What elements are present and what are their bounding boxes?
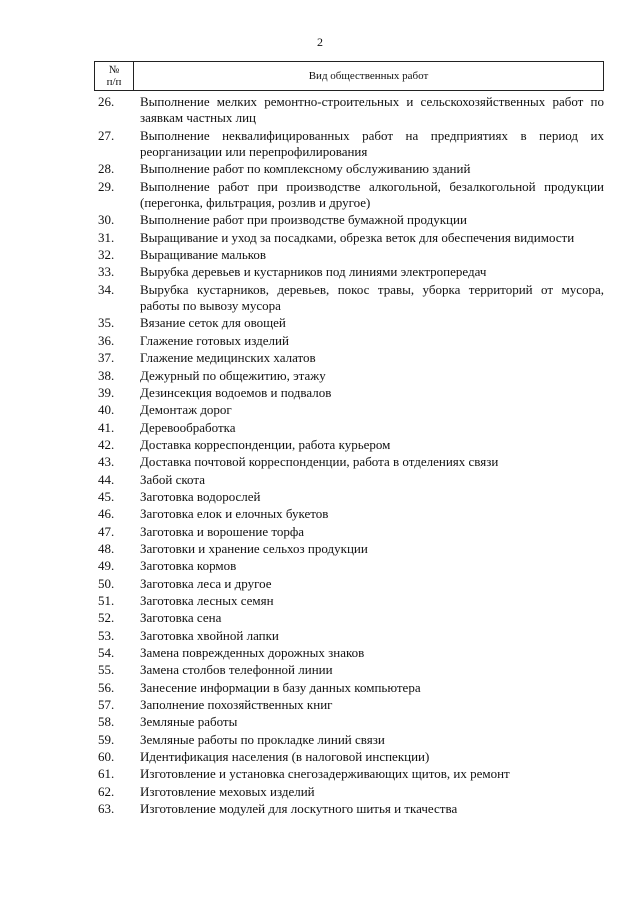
item-text: Заготовка водорослей [140, 488, 261, 504]
item-number: 51. [98, 592, 115, 608]
work-list [94, 94, 604, 818]
item-number: 62. [98, 783, 115, 799]
list-item [94, 576, 604, 593]
item-text: Заготовки и хранение сельхоз продукции [140, 540, 368, 556]
list-item [94, 437, 604, 454]
list-item [94, 333, 604, 350]
item-number: 44. [98, 471, 115, 487]
list-item [94, 697, 604, 714]
item-number: 57. [98, 697, 115, 713]
item-text: Земляные работы по прокладке линий связи [140, 731, 385, 747]
item-text: Глажение готовых изделий [140, 332, 289, 348]
list-item [94, 179, 604, 213]
list-item [94, 230, 604, 247]
item-text: Заготовка леса и другое [140, 575, 272, 591]
list-item [94, 645, 604, 662]
item-number: 30. [98, 212, 115, 228]
item-text: Заготовка лесных семян [140, 592, 274, 608]
item-text: Заготовка сена [140, 610, 222, 626]
item-number: 31. [98, 229, 115, 245]
item-text: Выполнение мелких ремонтно-строительных и сельскохозяйственных работ по заявкам частных лиц [140, 94, 604, 126]
page-number: 2 [317, 35, 323, 49]
item-text: Заполнение похозяйственных книг [140, 697, 333, 713]
item-number: 34. [98, 281, 115, 297]
item-number: 36. [98, 332, 115, 348]
list-item [94, 472, 604, 489]
list-item [94, 732, 604, 749]
item-text: Занесение информации в базу данных компьютера [140, 679, 421, 695]
item-text: Выращивание и уход за посадками, обрезка веток для обеспечения видимости [140, 229, 575, 245]
list-item [94, 506, 604, 523]
item-number: 56. [98, 679, 115, 695]
item-number: 29. [98, 178, 115, 194]
list-item [94, 94, 604, 128]
item-number: 32. [98, 247, 115, 263]
list-item [94, 680, 604, 697]
item-text: Изготовление модулей для лоскутного шитья и ткачества [140, 801, 458, 817]
item-number: 47. [98, 523, 115, 539]
item-number: 33. [98, 264, 115, 280]
list-item [94, 524, 604, 541]
column-header-number-line1: № [108, 64, 120, 76]
list-item [94, 489, 604, 506]
list-item [94, 247, 604, 264]
item-text: Идентификация населения (в налоговой инспекции) [140, 749, 430, 765]
item-number: 27. [98, 127, 115, 143]
item-text: Деревообработка [140, 419, 236, 435]
item-text: Выполнение неквалифицированных работ на предприятиях в период их реорганизации или перепрофилирования [140, 127, 604, 160]
item-number: 55. [98, 662, 115, 678]
list-item [94, 628, 604, 645]
item-text: Демонтаж дорог [140, 402, 232, 418]
item-number: 45. [98, 488, 115, 504]
item-text: Изготовление и установка снегозадерживающих щитов, их ремонт [140, 766, 510, 782]
item-number: 48. [98, 540, 115, 556]
list-item [94, 368, 604, 385]
item-number: 52. [98, 610, 115, 626]
item-text: Дежурный по общежитию, этажу [140, 367, 326, 383]
item-text: Заготовка кормов [140, 558, 237, 574]
item-text: Замена поврежденных дорожных знаков [140, 645, 365, 660]
item-number: 38. [98, 367, 115, 383]
list-item [94, 766, 604, 783]
item-number: 50. [98, 575, 115, 591]
list-item [94, 662, 604, 679]
list-item [94, 212, 604, 229]
item-text: Заготовка елок и елочных букетов [140, 506, 329, 522]
item-text: Земляные работы [140, 714, 238, 730]
item-number: 53. [98, 627, 115, 643]
item-number: 61. [98, 766, 115, 782]
list-item [94, 161, 604, 178]
item-text: Выращивание мальков [140, 247, 267, 263]
column-header-work-type: Вид общественных работ [134, 62, 604, 91]
item-number: 41. [98, 419, 115, 435]
table-header [94, 61, 604, 91]
item-text: Выполнение работ при производстве алкогольной, безалкогольной продукции (перегонка, фильтрация, розлив и другое) [140, 178, 604, 211]
item-number: 39. [98, 384, 115, 400]
list-item [94, 593, 604, 610]
item-number: 54. [98, 645, 115, 660]
list-item [94, 350, 604, 367]
item-number: 26. [98, 94, 115, 109]
item-text: Вязание сеток для овощей [140, 315, 286, 331]
item-text: Изготовление меховых изделий [140, 783, 315, 799]
item-text: Выполнение работ по комплексному обслуживанию зданий [140, 161, 471, 177]
list-item [94, 264, 604, 281]
item-number: 42. [98, 436, 115, 452]
item-text: Доставка корреспонденции, работа курьером [140, 436, 391, 452]
item-text: Доставка почтовой корреспонденции, работа в отделениях связи [140, 454, 499, 470]
item-text: Вырубка деревьев и кустарников под линиями электропередач [140, 264, 487, 280]
item-number: 60. [98, 749, 115, 765]
list-item [94, 315, 604, 332]
column-header-number-line2: п/п [106, 76, 122, 88]
item-text: Заготовка хвойной лапки [140, 627, 279, 643]
item-number: 37. [98, 350, 115, 366]
list-item [94, 610, 604, 627]
item-number: 49. [98, 558, 115, 574]
item-number: 58. [98, 714, 115, 730]
item-number: 46. [98, 506, 115, 522]
item-text: Глажение медицинских халатов [140, 350, 316, 366]
item-text: Заготовка и ворошение торфа [140, 523, 305, 539]
list-item [94, 714, 604, 731]
list-item [94, 749, 604, 766]
list-item [94, 541, 604, 558]
column-header-number [95, 62, 134, 91]
item-text: Выполнение работ при производстве бумажной продукции [140, 212, 467, 228]
list-item [94, 402, 604, 419]
item-text: Замена столбов телефонной линии [140, 662, 333, 678]
item-number: 40. [98, 402, 115, 418]
item-text: Забой скота [140, 471, 205, 487]
item-number: 28. [98, 161, 115, 177]
item-text: Дезинсекция водоемов и подвалов [140, 384, 332, 400]
item-number: 63. [98, 801, 115, 817]
item-number: 35. [98, 315, 115, 331]
list-item [94, 454, 604, 471]
item-number: 43. [98, 454, 115, 470]
list-item [94, 558, 604, 575]
item-number: 59. [98, 731, 115, 747]
list-item [94, 784, 604, 801]
list-item [94, 128, 604, 162]
item-text: Вырубка кустарников, деревьев, покос травы, уборка территорий от мусора, работы по вывозу мусора [140, 281, 604, 314]
list-item [94, 282, 604, 316]
list-item [94, 385, 604, 402]
list-item [94, 801, 604, 818]
list-item [94, 420, 604, 437]
